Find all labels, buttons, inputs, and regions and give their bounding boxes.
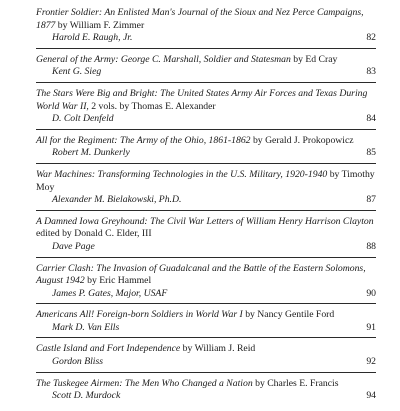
reviewer-row bbox=[36, 322, 376, 335]
reviewer-name: Alexander M. Bielakowski, Ph.D. bbox=[52, 194, 182, 206]
book-title: All for the Regiment: The Army of the Ohio, 1861-1862 bbox=[36, 134, 251, 146]
reviewer-row bbox=[36, 390, 376, 403]
book-title: Carrier Clash: The Invasion of Guadalcanal and the Battle of the Eastern Solomons, August 1942 bbox=[36, 262, 366, 287]
reviewer-row bbox=[36, 113, 376, 126]
entry-citation bbox=[36, 54, 376, 67]
page-number: 84 bbox=[366, 113, 376, 125]
reviewer-row bbox=[36, 147, 376, 160]
review-entry bbox=[36, 7, 376, 49]
author-joiner: edited by bbox=[36, 228, 75, 240]
reviewer-name: Harold E. Raugh, Jr. bbox=[52, 32, 133, 44]
reviewer-row bbox=[36, 32, 376, 45]
entry-citation bbox=[36, 343, 376, 356]
reviewer-name: Mark D. Van Ells bbox=[52, 321, 120, 333]
review-entry bbox=[36, 54, 376, 83]
entry-citation bbox=[36, 88, 376, 113]
review-entry bbox=[36, 88, 376, 130]
page-number: 90 bbox=[366, 287, 376, 299]
reviewer-name: Robert M. Dunkerly bbox=[52, 147, 130, 159]
book-review-list bbox=[36, 7, 376, 411]
author-joiner: by bbox=[250, 134, 266, 146]
book-author: Timothy Moy bbox=[36, 168, 375, 193]
entry-citation bbox=[36, 7, 376, 32]
page-number: 87 bbox=[366, 194, 376, 206]
reviewer-name: D. Colt Denfeld bbox=[52, 113, 114, 125]
page-number: 94 bbox=[366, 390, 376, 402]
author-joiner: by bbox=[180, 343, 195, 355]
book-author: Donald C. Elder, III bbox=[74, 228, 152, 240]
author-joiner: by bbox=[55, 19, 70, 31]
review-entry bbox=[36, 216, 376, 258]
author-joiner: by bbox=[84, 275, 100, 287]
book-author: Gerald J. Prokopowicz bbox=[265, 134, 354, 146]
page-number: 92 bbox=[366, 356, 376, 368]
review-entry bbox=[36, 169, 376, 211]
book-title: The Stars Were Big and Bright: The United States Army Air Forces and Texas During World War II, bbox=[36, 87, 368, 112]
book-title: General of the Army: George C. Marshall, Soldier and Statesman bbox=[36, 53, 291, 65]
author-joiner: by bbox=[327, 168, 342, 180]
reviewer-row bbox=[36, 288, 376, 301]
reviewer-row bbox=[36, 241, 376, 254]
book-title: Americans All! Foreign-born Soldiers in World War I bbox=[36, 309, 243, 321]
review-entry bbox=[36, 263, 376, 305]
page-number: 85 bbox=[366, 147, 376, 159]
reviewer-row bbox=[36, 66, 376, 79]
book-author: William J. Reid bbox=[194, 343, 256, 355]
page-number: 88 bbox=[366, 240, 376, 252]
author-joiner: by bbox=[242, 309, 258, 321]
reviewer-row bbox=[36, 356, 376, 369]
book-title: Castle Island and Fort Independence bbox=[36, 343, 181, 355]
author-joiner: by bbox=[252, 377, 268, 389]
author-joiner: by bbox=[290, 53, 306, 65]
reviewer-name: James P. Gates, Major, USAF bbox=[52, 287, 168, 299]
page-number: 82 bbox=[366, 32, 376, 44]
page-number: 83 bbox=[366, 66, 376, 78]
book-title: Frontier Soldier: An Enlisted Man's Journal of the Sioux and Nez Perce Campaigns, 1877 bbox=[36, 7, 364, 31]
reviewer-row bbox=[36, 194, 376, 207]
book-title: War Machines: Transforming Technologies in the U.S. Military, 1920-1940 bbox=[36, 168, 328, 180]
book-author: 2 vols. by Thomas E. Alexander bbox=[91, 100, 216, 112]
entry-citation bbox=[36, 216, 376, 241]
review-entry bbox=[36, 135, 376, 164]
reviewer-name: Scott D. Murdock bbox=[52, 390, 121, 402]
book-author: Eric Hammel bbox=[99, 275, 152, 287]
review-entry bbox=[36, 343, 376, 372]
entry-citation bbox=[36, 378, 376, 391]
book-author: Charles E. Francis bbox=[267, 377, 339, 389]
book-title: The Tuskegee Airmen: The Men Who Changed a Nation bbox=[36, 377, 253, 389]
entry-citation bbox=[36, 135, 376, 148]
reviewer-name: Dave Page bbox=[52, 240, 95, 252]
reviewer-name: Kent G. Sieg bbox=[52, 66, 102, 78]
reviewer-name: Gordon Bliss bbox=[52, 356, 104, 368]
entry-citation bbox=[36, 169, 376, 194]
book-title: A Damned Iowa Greyhound: The Civil War Letters of William Henry Harrison Clayton bbox=[36, 215, 374, 227]
page-number: 91 bbox=[366, 321, 376, 333]
book-author: Nancy Gentile Ford bbox=[257, 309, 335, 321]
entry-citation bbox=[36, 309, 376, 322]
entry-citation bbox=[36, 263, 376, 288]
review-entry bbox=[36, 378, 376, 406]
book-author: Ed Cray bbox=[305, 53, 338, 65]
book-author: William F. Zimmer bbox=[69, 19, 145, 31]
review-entry bbox=[36, 309, 376, 338]
